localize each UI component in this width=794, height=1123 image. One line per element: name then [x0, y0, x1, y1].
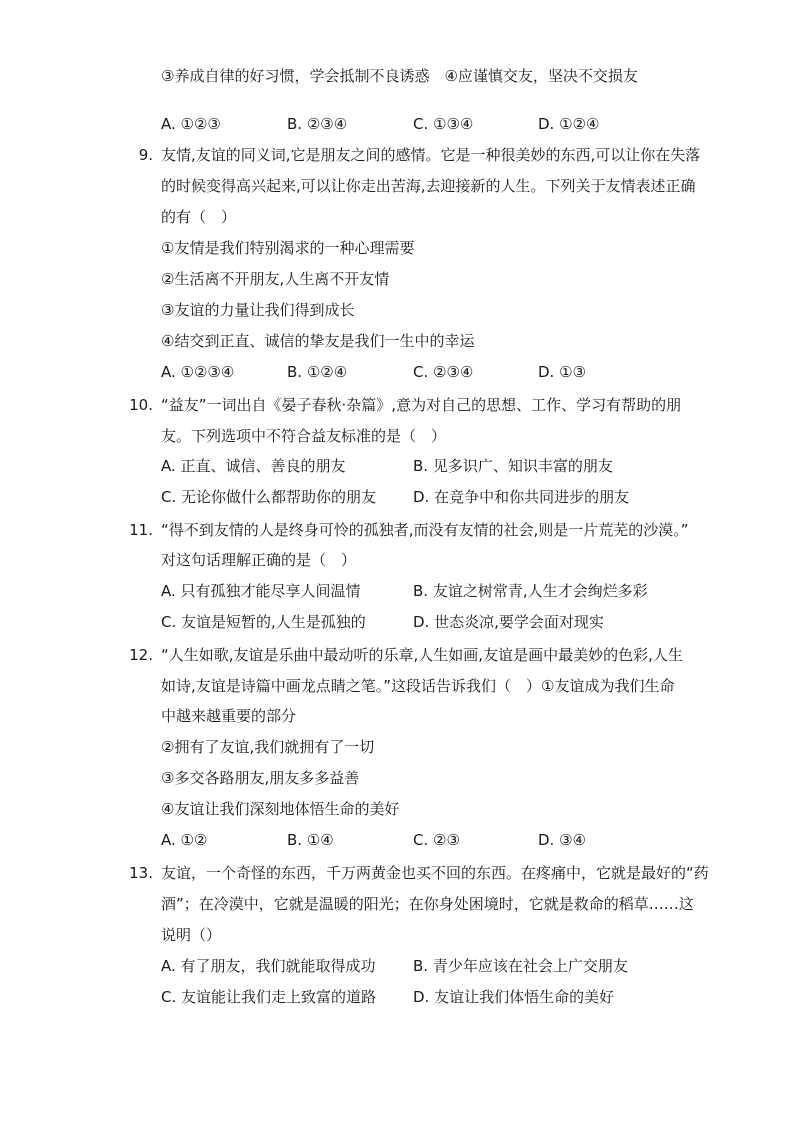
q12-option-d[interactable]: D. ③④ — [538, 831, 586, 849]
q8-option-b[interactable]: B. ②③④ — [287, 115, 348, 133]
q12-stem-line-1: “人生如歌,友谊是乐曲中最动听的乐章,人生如画,友谊是画中最美妙的色彩,人生 — [161, 646, 683, 664]
q11-option-b[interactable]: B. 友谊之树常青,人生才会绚烂多彩 — [413, 582, 648, 600]
q13-option-c[interactable]: C. 友谊能让我们走上致富的道路 — [161, 988, 377, 1006]
q12-option-b[interactable]: B. ①④ — [287, 831, 334, 849]
q10-option-b[interactable]: B. 见多识广、知识丰富的朋友 — [413, 457, 613, 475]
q9-option-b[interactable]: B. ①②④ — [287, 363, 348, 381]
q9-statement-1: ①友情是我们特别渴求的一种心理需要 — [161, 239, 415, 257]
q12-number: 12. — [129, 646, 153, 664]
q12-stem-line-2: 如诗,友谊是诗篇中画龙点睛之笔。”这段话告诉我们（ ）①友谊成为我们生命 — [161, 677, 675, 695]
q13-option-b[interactable]: B. 青少年应该在社会上广交朋友 — [413, 957, 628, 975]
q12-stem-line-3: 中越来越重要的部分 — [161, 707, 297, 725]
q10-option-c[interactable]: C. 无论你做什么都帮助你的朋友 — [161, 488, 377, 506]
q9-statement-3: ③友谊的力量让我们得到成长 — [161, 301, 355, 319]
q13-stem-line-3: 说明（） — [161, 926, 222, 944]
q11-number: 11. — [129, 521, 153, 539]
q11-stem-line-2: 对这句话理解正确的是（ ） — [161, 551, 357, 569]
q9-stem-line-1: 友情,友谊的同义词,它是朋友之间的感情。它是一种很美妙的东西,可以让你在失落 — [161, 146, 701, 164]
q11-option-c[interactable]: C. 友谊是短暂的,人生是孤独的 — [161, 613, 366, 631]
q9-option-c[interactable]: C. ②③④ — [413, 363, 474, 381]
q11-stem-line-1: “得不到友情的人是终身可怜的孤独者,而没有友情的社会,则是一片荒芜的沙漠。” — [161, 521, 689, 539]
q12-statement-4: ④友谊让我们深刻地体悟生命的美好 — [161, 800, 400, 818]
q8-option-a[interactable]: A. ①②③ — [161, 115, 221, 133]
q8-statement-line: ③养成自律的好习惯，学会抵制不良诱惑 ④应谨慎交友，坚决不交损友 — [161, 67, 638, 85]
q9-statement-4: ④结交到正直、诚信的挚友是我们一生中的幸运 — [161, 332, 475, 350]
q12-option-c[interactable]: C. ②③ — [413, 831, 460, 849]
q8-option-c[interactable]: C. ①③④ — [413, 115, 474, 133]
q10-stem-line-1: “益友”一词出自《晏子春秋·杂篇》,意为对自己的思想、工作、学习有帮助的朋 — [161, 396, 682, 414]
q8-option-d[interactable]: D. ①②④ — [538, 115, 600, 133]
q9-option-a[interactable]: A. ①②③④ — [161, 363, 235, 381]
q13-stem-line-1: 友谊，一个奇怪的东西，千万两黄金也买不回的东西。在疼痛中，它就是最好的“药 — [161, 864, 709, 882]
q11-option-a[interactable]: A. 只有孤独才能尽享人间温情 — [161, 582, 361, 600]
q12-statement-2: ②拥有了友谊,我们就拥有了一切 — [161, 738, 375, 756]
q9-option-d[interactable]: D. ①③ — [538, 363, 586, 381]
q9-stem-line-2: 的时候变得高兴起来,可以让你走出苦海,去迎接新的人生。下列关于友情表述正确 — [161, 177, 696, 195]
q10-option-a[interactable]: A. 正直、诚信、善良的朋友 — [161, 457, 346, 475]
q10-number: 10. — [129, 396, 153, 414]
q13-number: 13. — [129, 864, 153, 882]
q13-option-a[interactable]: A. 有了朋友，我们就能取得成功 — [161, 957, 376, 975]
q9-stem-line-3: 的有（ ） — [161, 208, 237, 226]
q13-option-d[interactable]: D. 友谊让我们体悟生命的美好 — [413, 988, 615, 1006]
q13-stem-line-2: 酒”；在冷漠中，它就是温暖的阳光；在你身处困境时，它就是救命的稻草……这 — [161, 895, 694, 913]
q9-number: 9. — [138, 146, 153, 164]
q10-option-d[interactable]: D. 在竞争中和你共同进步的朋友 — [413, 488, 630, 506]
q12-statement-3: ③多交各路朋友,朋友多多益善 — [161, 769, 360, 787]
q10-stem-line-2: 友。下列选项中不符合益友标准的是（ ） — [161, 427, 447, 445]
q9-statement-2: ②生活离不开朋友,人生离不开友情 — [161, 270, 390, 288]
q12-option-a[interactable]: A. ①② — [161, 831, 208, 849]
q11-option-d[interactable]: D. 世态炎凉,要学会面对现实 — [413, 613, 604, 631]
